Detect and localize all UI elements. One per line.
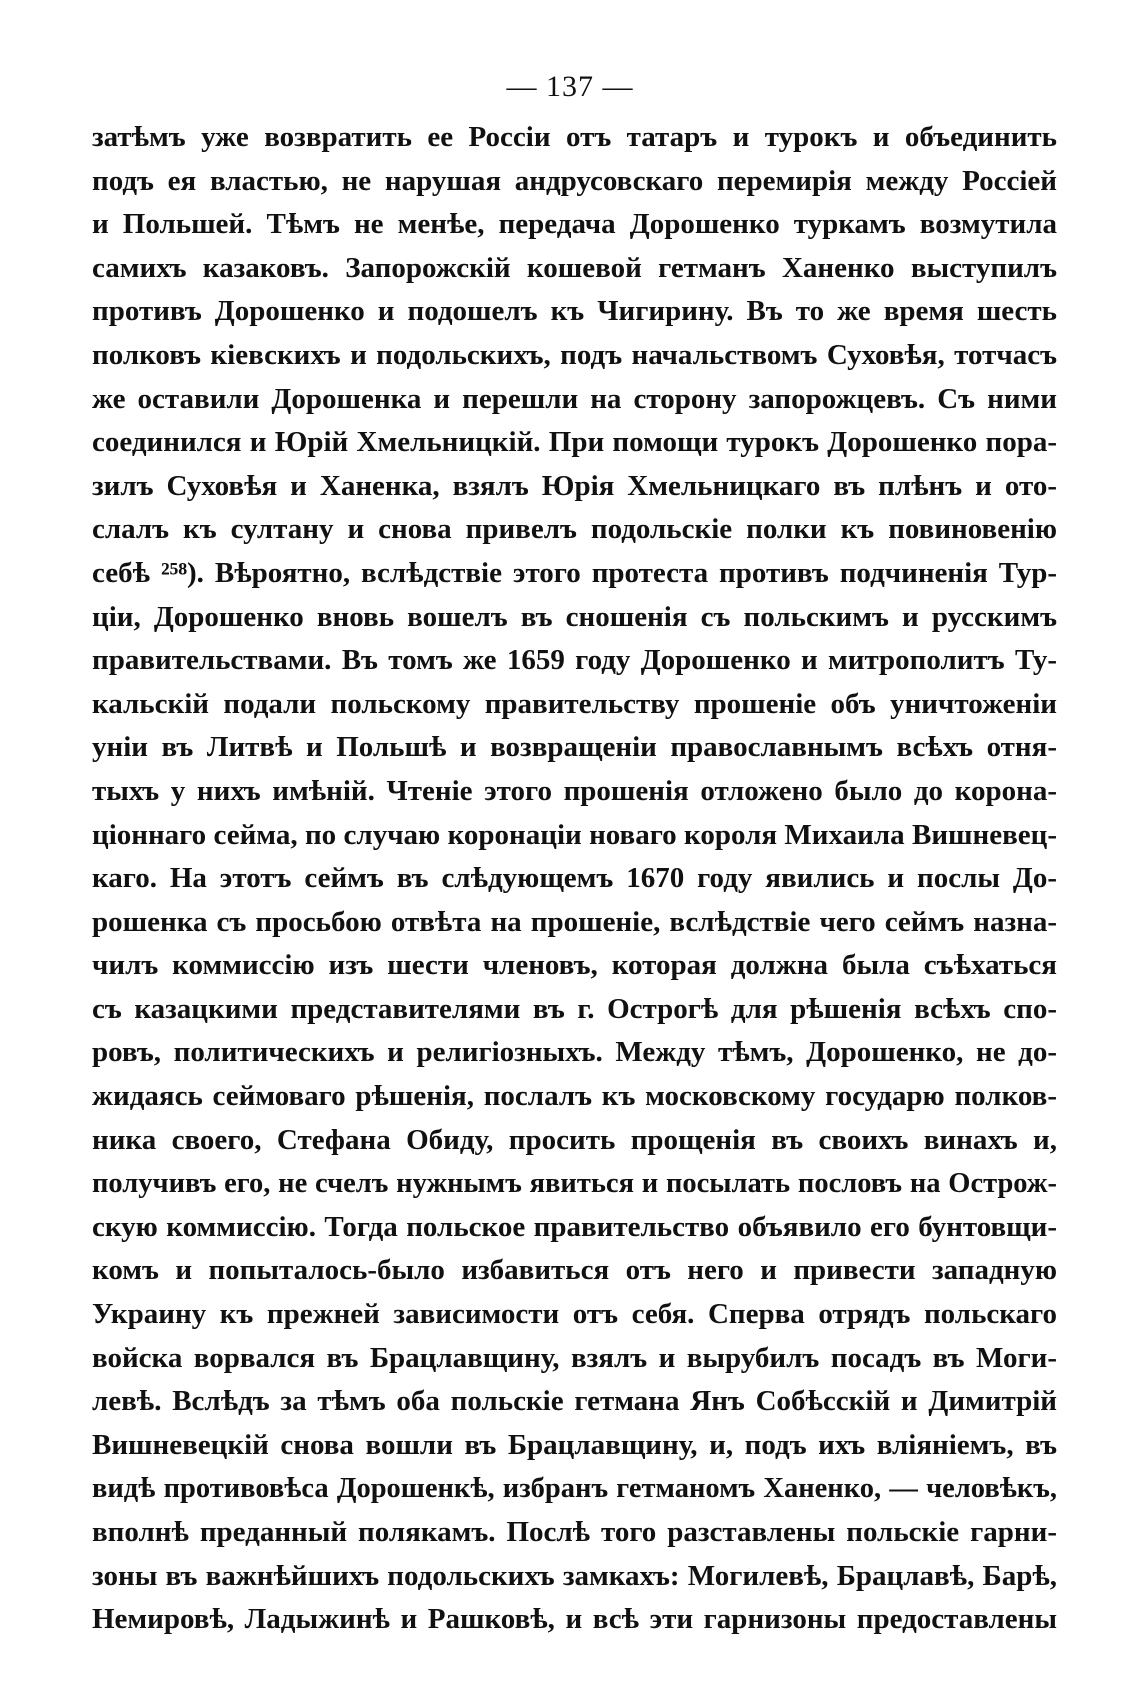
text-line: самихъ казаковъ. Запорожскій кошевой гетманъ Ханенко выступилъ	[92, 251, 1057, 284]
text-line: тыхъ у нихъ имѣній. Чтеніе этого прошенія отложено было до корона-	[92, 774, 1057, 807]
text-line: вполнѣ преданный полякамъ. Послѣ того разставлены польскіе гарни-	[92, 1516, 1057, 1548]
text-line: и Польшей. Тѣмъ не менѣе, передача Дорошенко туркамъ возмутила	[92, 208, 1057, 241]
body-text	[92, 116, 1057, 1642]
text-line: войска ворвался въ Брацлавщину, взялъ и вырубилъ посадъ въ Моги-	[92, 1341, 1057, 1374]
text-line: ника своего, Стефана Обиду, просить прощенія въ своихъ винахъ и,	[92, 1123, 1057, 1156]
text-line: себѣ ²⁵⁸). Вѣроятно, вслѣдствіе этого протеста противъ подчиненія Тур-	[92, 556, 1057, 589]
text-line: кальскій подали польскому правительству прошеніе объ уничтоженіи	[92, 687, 1057, 720]
text-line: правительствами. Въ томъ же 1659 году Дорошенко и митрополитъ Ту-	[92, 644, 1057, 677]
text-line: левѣ. Вслѣдъ за тѣмъ оба польскіе гетмана Янъ Собѣсскій и Димитрій	[92, 1385, 1057, 1418]
text-line: чилъ коммиссію изъ шести членовъ, которая должна была съѣхаться	[92, 949, 1057, 982]
text-line: уніи въ Литвѣ и Польшѣ и возвращеніи православнымъ всѣхъ отня-	[92, 731, 1057, 764]
text-line: съ казацкими представителями въ г. Острогѣ для рѣшенія всѣхъ спо-	[92, 992, 1057, 1025]
text-line: зилъ Суховѣя и Ханенка, взялъ Юрія Хмельницкаго въ плѣнъ и ото-	[92, 469, 1057, 502]
text-line: рошенка съ просьбою отвѣта на прошеніе, вслѣдствіе чего сеймъ назна-	[92, 905, 1057, 938]
text-line: скую коммиссію. Тогда польское правительство объявило его бунтовщи-	[92, 1210, 1057, 1243]
text-line: слалъ къ султану и снова привелъ подольскіе полки къ повиновенію	[92, 513, 1057, 546]
text-line: ціи, Дорошенко вновь вошелъ въ сношенія съ польскимъ и русскимъ	[92, 600, 1057, 633]
text-line: видѣ противовѣса Дорошенкѣ, избранъ гетманомъ Ханенко, — человѣкъ,	[92, 1473, 1057, 1505]
text-line: каго. На этотъ сеймъ въ слѣдующемъ 1670 году явились и послы До-	[92, 862, 1057, 895]
text-line: затѣмъ уже возвратить ее Россіи отъ татаръ и турокъ и объединить	[92, 121, 1057, 153]
text-line: подъ ея властью, не нарушая андрусовскаго перемирія между Россіей	[92, 164, 1057, 197]
text-line: Украину къ прежней зависимости отъ себя. Сперва отрядъ польскаго	[92, 1298, 1057, 1331]
text-line: ровъ, политическихъ и религіозныхъ. Между тѣмъ, Дорошенко, не до-	[92, 1036, 1057, 1069]
text-line: противъ Дорошенко и подошелъ къ Чигирину. Въ то же время шесть	[92, 295, 1057, 328]
text-line: Вишневецкій снова вошли въ Брацлавщину, и, подъ ихъ вліяніемъ, въ	[92, 1428, 1057, 1461]
page-number: — 137 —	[506, 70, 634, 103]
text-line: соединился и Юрій Хмельницкій. При помощи турокъ Дорошенко пора-	[92, 426, 1057, 459]
text-line: Немировѣ, Ладыжинѣ и Рашковѣ, и всѣ эти гарнизоны предоставлены	[92, 1603, 1057, 1636]
text-line: зоны въ важнѣйшихъ подольскихъ замкахъ: Могилевѣ, Брацлавѣ, Барѣ,	[92, 1559, 1057, 1592]
text-line: получивъ его, не счелъ нужнымъ явиться и посылать пословъ на Острож-	[92, 1168, 1057, 1200]
text-line: полковъ кіевскихъ и подольскихъ, подъ начальствомъ Суховѣя, тотчасъ	[92, 338, 1057, 371]
text-line: жидаясь сеймоваго рѣшенія, послалъ къ московскому государю полков-	[92, 1080, 1057, 1113]
text-line: комъ и попыталось-было избавиться отъ него и привести западную	[92, 1254, 1057, 1287]
text-line: же оставили Дорошенка и перешли на сторону запорожцевъ. Съ ними	[92, 382, 1057, 415]
text-line: ціоннаго сейма, по случаю коронаціи новаго короля Михаила Вишневец-	[92, 818, 1057, 851]
